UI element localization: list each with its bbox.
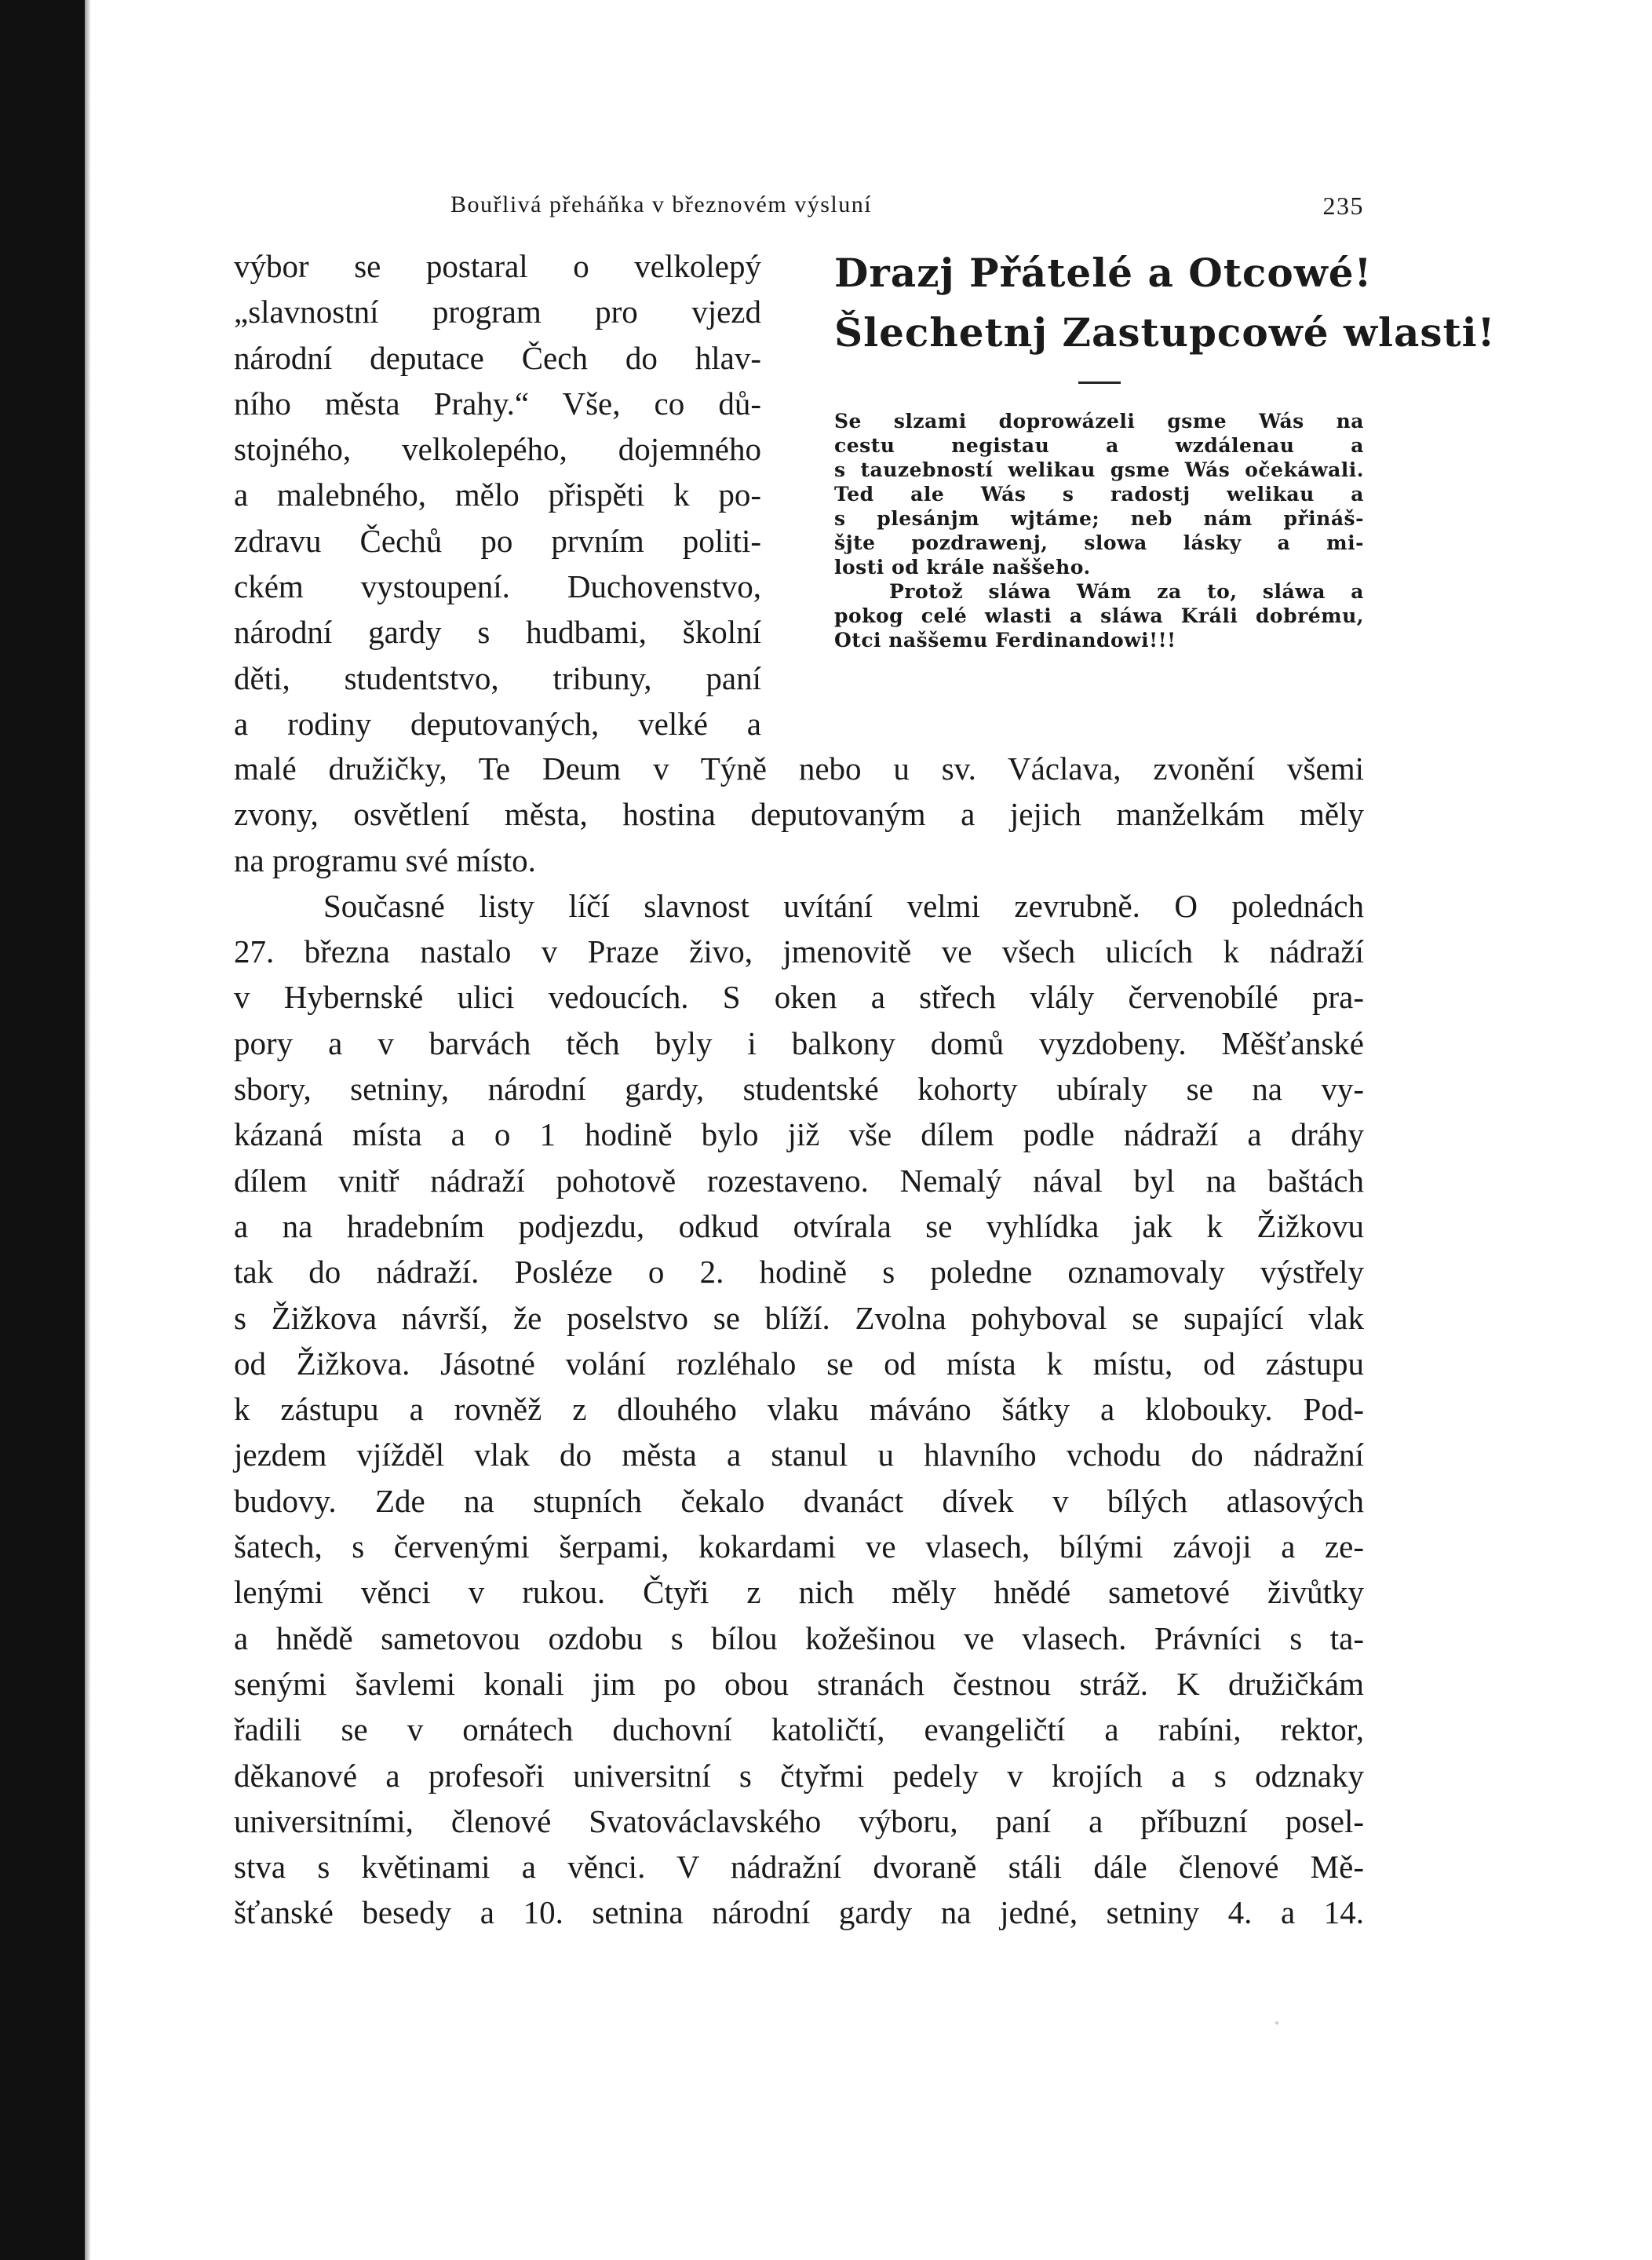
text-line: k zástupu a rovněž z dlouhého vlaku máváno šátky a klobouky. Pod- — [234, 1391, 1364, 1428]
text-line: „slavnostní program pro vjezd — [234, 294, 761, 330]
proclamation-line: Se slzami doprowázeli gsme Wás na — [834, 410, 1364, 433]
proclamation-line: cestu negistau a wzdálenau a — [834, 434, 1364, 457]
text-line: na programu své místo. — [234, 842, 536, 878]
text-line: pory a v barvách těch byly i balkony domů vyzdobeny. Měšťanské — [234, 1024, 1364, 1061]
proclamation-closing-line: Otci naššemu Ferdinandowi!!! — [834, 629, 1176, 652]
running-head-title: Bouřlivá přeháňka v březnovém výsluní — [450, 192, 873, 217]
text-line: v Hybernské ulici vedoucích. S oken a střech vlály červenobílé pra- — [234, 979, 1364, 1016]
text-line: šatech, s červenými šerpami, kokardami ve vlasech, bílými závoji a ze- — [234, 1528, 1364, 1565]
text-line: a na hradebním podjezdu, odkud otvírala se vyhlídka jak k Žižkovu — [234, 1207, 1364, 1244]
divider — [1078, 382, 1121, 384]
text-line: řadili se v ornátech duchovní katoličtí, evangeličtí a rabíni, rektor, — [234, 1711, 1364, 1748]
text-line: ckém vystoupení. Duchovenstvo, — [234, 568, 761, 605]
proclamation-body — [834, 409, 1364, 652]
scan-border — [0, 0, 85, 2260]
text-line: stva s květinami a věnci. V nádražní dvoraně stáli dále členové Mě- — [234, 1849, 1364, 1886]
proclamation-line: šjte pozdrawenj, slowa lásky a mi- — [834, 531, 1364, 554]
proclamation-line: Ted ale Wás s radostj welikau a — [834, 483, 1364, 506]
book-page — [234, 181, 1496, 1936]
full-width-text — [234, 746, 1364, 883]
page-number: 235 — [1322, 192, 1364, 220]
text-line: národní gardy s hudbami, školní — [234, 614, 761, 651]
left-column-text — [234, 243, 761, 747]
proclamation-subheading: Šlechetnj Zastupcowé wlasti! — [834, 309, 1496, 356]
paragraph — [234, 883, 1364, 1936]
text-line: sbory, setniny, národní gardy, studentské kohorty ubíraly se na vy- — [234, 1071, 1364, 1108]
text-line: s Žižkova návrší, že poselstvo se blíží. Zvolna pohyboval se supající vlak — [234, 1299, 1364, 1336]
text-line: lenými věnci v rukou. Čtyři z nich měly hnědé sametové živůtky — [234, 1574, 1364, 1611]
proclamation-closing-line: Protož sláwa Wám za to, sláwa a — [889, 580, 1364, 603]
proclamation-line: s tauzebností welikau gsme Wás očekáwali. — [834, 458, 1364, 481]
text-line: ního města Prahy.“ Vše, co dů- — [234, 385, 761, 422]
text-line: a hnědě sametovou ozdobu s bílou kožešinou ve vlasech. Právníci s ta- — [234, 1619, 1364, 1656]
text-line: šťanské besedy a 10. setnina národní gardy na jedné, setniny 4. a 14. — [234, 1894, 1364, 1931]
proclamation-closing-line: pokog celé wlasti a sláwa Králi dobrému, — [834, 604, 1364, 627]
text-line: od Žižkova. Jásotné volání rozléhalo se od místa k místu, od zástupu — [234, 1345, 1364, 1382]
scan-speck — [1275, 2021, 1278, 2025]
text-line: stojného, velkolepého, dojemného — [234, 431, 761, 468]
text-line: zvony, osvětlení města, hostina deputovaným a jejich manželkám měly — [234, 796, 1364, 833]
text-line: universitními, členové Svatováclavského výboru, paní a příbuzní posel- — [234, 1802, 1364, 1839]
text-line: Současné listy líčí slavnost uvítání velmi zevrubně. O polednách — [323, 887, 1364, 924]
text-line: děkanové a profesoři universitní s čtyřmi pedely v krojích a s odznaky — [234, 1757, 1364, 1794]
text-line: děti, studentstvo, tribuny, paní — [234, 659, 761, 696]
proclamation-heading: Drazj Přátelé a Otcowé! — [834, 250, 1373, 296]
text-line: výbor se postaral o velkolepý — [234, 248, 761, 284]
text-line: jezdem vjížděl vlak do města a stanul u hlavního vchodu do nádražní — [234, 1437, 1364, 1473]
proclamation-line: losti od krále naššeho. — [834, 556, 1091, 579]
text-line: tak do nádraží. Posléze o 2. hodině s poledne oznamovaly výstřely — [234, 1254, 1364, 1291]
proclamation-inset — [834, 243, 1496, 652]
text-line: 27. března nastalo v Praze živo, jmenovitě ve všech ulicích k nádraží — [234, 933, 1364, 970]
running-head — [234, 181, 1364, 228]
top-section — [234, 243, 1496, 746]
proclamation-line: s plesánjm wjtáme; neb nám přináš- — [834, 507, 1364, 530]
text-line: malé družičky, Te Deum v Týně nebo u sv. Václava, zvonění všemi — [234, 750, 1364, 787]
text-line: dílem vnitř nádraží pohotově rozestaveno. Nemalý nával byl na baštách — [234, 1162, 1364, 1199]
text-line: a rodiny deputovaných, velké a — [234, 705, 761, 742]
text-line: senými šavlemi konali jim po obou stranách čestnou stráž. K družičkám — [234, 1665, 1364, 1702]
text-line: národní deputace Čech do hlav- — [234, 339, 761, 376]
text-line: budovy. Zde na stupních čekalo dvanáct dívek v bílých atlasových — [234, 1482, 1364, 1519]
text-line: zdravu Čechů po prvním politi- — [234, 522, 761, 559]
text-line: a malebného, mělo přispěti k po- — [234, 476, 761, 513]
text-line: kázaná místa a o 1 hodině bylo již vše dílem podle nádraží a dráhy — [234, 1116, 1364, 1153]
